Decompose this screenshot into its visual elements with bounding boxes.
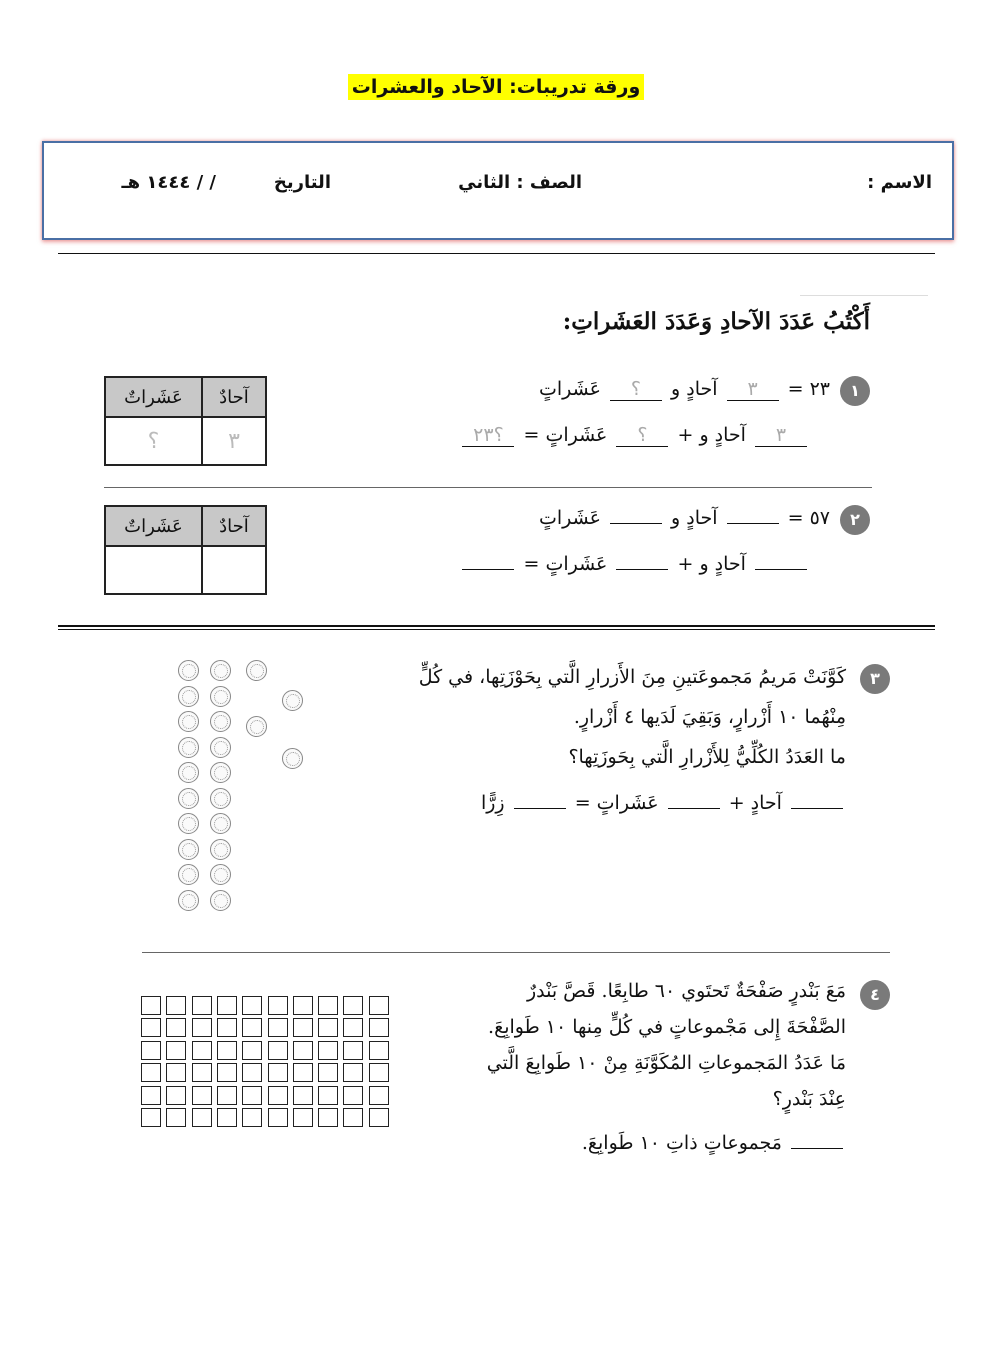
q1-tens-blank-2[interactable]: ؟ — [616, 424, 668, 447]
stamp-icon — [268, 1086, 288, 1105]
q1-table-ones-cell[interactable]: ٣ — [202, 417, 266, 465]
stamp-icon — [369, 1108, 389, 1127]
divider — [58, 253, 935, 254]
tens-header: عَشَراتٌ — [105, 377, 202, 417]
q1-place-value-table — [104, 376, 267, 466]
stamp-icon — [242, 1041, 262, 1060]
button-icon — [210, 839, 231, 860]
divider-q1-q2 — [104, 487, 872, 488]
button-icon — [178, 711, 199, 732]
stamp-icon — [166, 1018, 186, 1037]
stamp-icon — [192, 1108, 212, 1127]
stamp-icon — [343, 996, 363, 1015]
q2-ones-blank[interactable] — [727, 523, 779, 524]
button-icon — [178, 686, 199, 707]
q1-total-blank[interactable]: ؟٢٣ — [462, 424, 514, 447]
stamp-icon — [141, 996, 161, 1015]
divider-q3-q4 — [142, 952, 890, 953]
q2-place-value-table — [104, 505, 267, 595]
stamp-icon — [369, 1041, 389, 1060]
q2-ones-blank-2[interactable] — [755, 569, 807, 570]
question-number-3: ٣ — [860, 664, 890, 694]
stamp-icon — [242, 1108, 262, 1127]
stamp-icon — [166, 1063, 186, 1082]
section-divider-bottom — [58, 629, 935, 630]
q1-ones-blank[interactable]: ٣ — [727, 378, 779, 401]
section-heading: أَكْتُبُ عَدَدَ الآحادِ وَعَدَدَ العَشَراتِ: — [562, 308, 870, 335]
q3-tens-blank[interactable] — [668, 808, 720, 809]
stamp-icon — [141, 1041, 161, 1060]
button-icon — [178, 864, 199, 885]
stamp-icon — [343, 1041, 363, 1060]
stamp-icon — [141, 1108, 161, 1127]
stamp-icon — [217, 1041, 237, 1060]
q1-ones-blank-2[interactable]: ٣ — [755, 424, 807, 447]
stamp-icon — [293, 1063, 313, 1082]
heading-underline — [800, 295, 928, 296]
q3-total-blank[interactable] — [514, 808, 566, 809]
grade-label: الصف : الثاني — [458, 172, 582, 193]
stamp-icon — [192, 1018, 212, 1037]
stamps-illustration — [141, 996, 395, 1130]
q1-line2: ٣ آحادٍ و + ؟ عَشَراتٍ = ؟٢٣ — [459, 424, 810, 447]
stamp-icon — [192, 1086, 212, 1105]
q3-answer-line: آحادٍ + عَشَراتٍ = زِرًّا — [286, 786, 846, 820]
stamp-icon — [242, 996, 262, 1015]
stamp-icon — [318, 1041, 338, 1060]
button-icon — [210, 788, 231, 809]
q2-table-ones-cell[interactable] — [202, 546, 266, 594]
button-icon — [178, 788, 199, 809]
stamp-icon — [318, 1063, 338, 1082]
stamp-icon — [166, 1086, 186, 1105]
stamp-icon — [318, 1018, 338, 1037]
tens-header: عَشَراتٌ — [105, 506, 202, 546]
stamp-icon — [343, 1018, 363, 1037]
stamp-icon — [369, 1018, 389, 1037]
button-icon — [246, 660, 267, 681]
button-icon — [282, 690, 303, 711]
stamp-icon — [293, 1018, 313, 1037]
button-icon — [210, 711, 231, 732]
q3-ones-blank[interactable] — [791, 808, 843, 809]
button-icon — [178, 762, 199, 783]
stamp-icon — [192, 1041, 212, 1060]
stamp-icon — [293, 1108, 313, 1127]
stamp-icon — [268, 1018, 288, 1037]
button-icon — [210, 660, 231, 681]
q4-answer-blank[interactable] — [791, 1148, 843, 1149]
stamp-icon — [369, 996, 389, 1015]
button-icon — [246, 716, 267, 737]
button-icon — [178, 890, 199, 911]
q3-text: كَوَّنَتْ مَريمُ مَجموعَتينِ مِنَ الأَزرارِ الَّتي بِحَوْزَتِها، في كُلٍّ مِنْهُما ١٠ أَزْرارٍ، وَبَقِيَ لَدَيها ٤ أَزْرارٍ. ما العَدَدُ الكُلِّيُّ لِلأَزْرارِ الَّتي بِحَوزَتِها؟ آحادٍ + عَشَراتٍ = زِرًّا — [286, 660, 846, 820]
question-number-2: ٢ — [840, 505, 870, 535]
buttons-illustration — [170, 660, 310, 940]
stamp-icon — [369, 1086, 389, 1105]
worksheet-title: ورقة تدريبات: الآحاد والعشرات — [0, 76, 992, 98]
stamp-icon — [343, 1108, 363, 1127]
stamp-icon — [268, 1063, 288, 1082]
date-label: التاريخ — [273, 172, 331, 193]
q4-answer-line: مَجموعاتٍ ذاتِ ١٠ طَوابِعَ. — [386, 1126, 846, 1160]
q2-total-blank[interactable] — [462, 569, 514, 570]
q2-line2: آحادٍ و + عَشَراتٍ = — [459, 553, 810, 575]
stamp-icon — [192, 1063, 212, 1082]
stamp-icon — [166, 1041, 186, 1060]
stamp-icon — [217, 1086, 237, 1105]
stamp-icon — [217, 1063, 237, 1082]
section-divider-top — [58, 625, 935, 627]
stamp-icon — [268, 1041, 288, 1060]
q2-tens-blank[interactable] — [610, 523, 662, 524]
q4-text: مَعَ بَنْدرٍ صَفْحَةٌ تَحتَوي ٦٠ طابِعًا. قَصَّ بَنْدرٌ الصَّفْحَةَ إِلى مَجْموعاتٍ في كُلٍّ مِنها ١٠ طَوابِعَ. مَا عَدَدُ المَجموعاتِ المُكَوَّنَةِ مِنْ ١٠ طَوابِعَ الَّتي عِنْدَ بَنْدرٍ؟ مَجموعاتٍ ذاتِ ١٠ طَوابِعَ. — [386, 974, 846, 1160]
stamp-icon — [268, 996, 288, 1015]
stamp-icon — [141, 1086, 161, 1105]
button-icon — [178, 813, 199, 834]
button-icon — [178, 737, 199, 758]
stamp-icon — [318, 1086, 338, 1105]
stamp-icon — [343, 1063, 363, 1082]
stamp-icon — [318, 996, 338, 1015]
q1-table-tens-cell[interactable]: ؟ — [105, 417, 202, 465]
stamp-icon — [293, 1086, 313, 1105]
button-icon — [178, 839, 199, 860]
q2-table-tens-cell[interactable] — [105, 546, 202, 594]
stamp-icon — [242, 1086, 262, 1105]
stamp-icon — [141, 1018, 161, 1037]
ones-header: آحادٌ — [202, 506, 266, 546]
q2-tens-blank-2[interactable] — [616, 569, 668, 570]
stamp-icon — [166, 996, 186, 1015]
button-icon — [178, 660, 199, 681]
stamp-icon — [217, 1108, 237, 1127]
stamp-icon — [318, 1108, 338, 1127]
stamp-icon — [242, 1018, 262, 1037]
name-label: الاسم : — [867, 172, 932, 193]
ones-header: آحادٌ — [202, 377, 266, 417]
stamp-icon — [166, 1108, 186, 1127]
button-icon — [210, 762, 231, 783]
stamp-icon — [242, 1063, 262, 1082]
q2-line1: ٥٧ = آحادٍ و عَشَراتٍ — [538, 507, 830, 529]
button-icon — [210, 813, 231, 834]
stamp-icon — [217, 996, 237, 1015]
button-icon — [282, 748, 303, 769]
stamp-icon — [369, 1063, 389, 1082]
stamp-icon — [192, 996, 212, 1015]
button-icon — [210, 686, 231, 707]
stamp-icon — [141, 1063, 161, 1082]
stamp-icon — [217, 1018, 237, 1037]
stamp-icon — [343, 1086, 363, 1105]
stamp-icon — [293, 996, 313, 1015]
button-icon — [210, 737, 231, 758]
question-number-4: ٤ — [860, 980, 890, 1010]
date-value: / / ١٤٤٤ هـ — [121, 172, 216, 193]
q1-tens-blank[interactable]: ؟ — [610, 378, 662, 401]
q1-line1: ٢٣ = ٣ آحادٍ و ؟ عَشَراتٍ — [538, 378, 830, 400]
question-number-1: ١ — [840, 376, 870, 406]
button-icon — [210, 890, 231, 911]
stamp-icon — [268, 1108, 288, 1127]
stamp-icon — [293, 1041, 313, 1060]
button-icon — [210, 864, 231, 885]
